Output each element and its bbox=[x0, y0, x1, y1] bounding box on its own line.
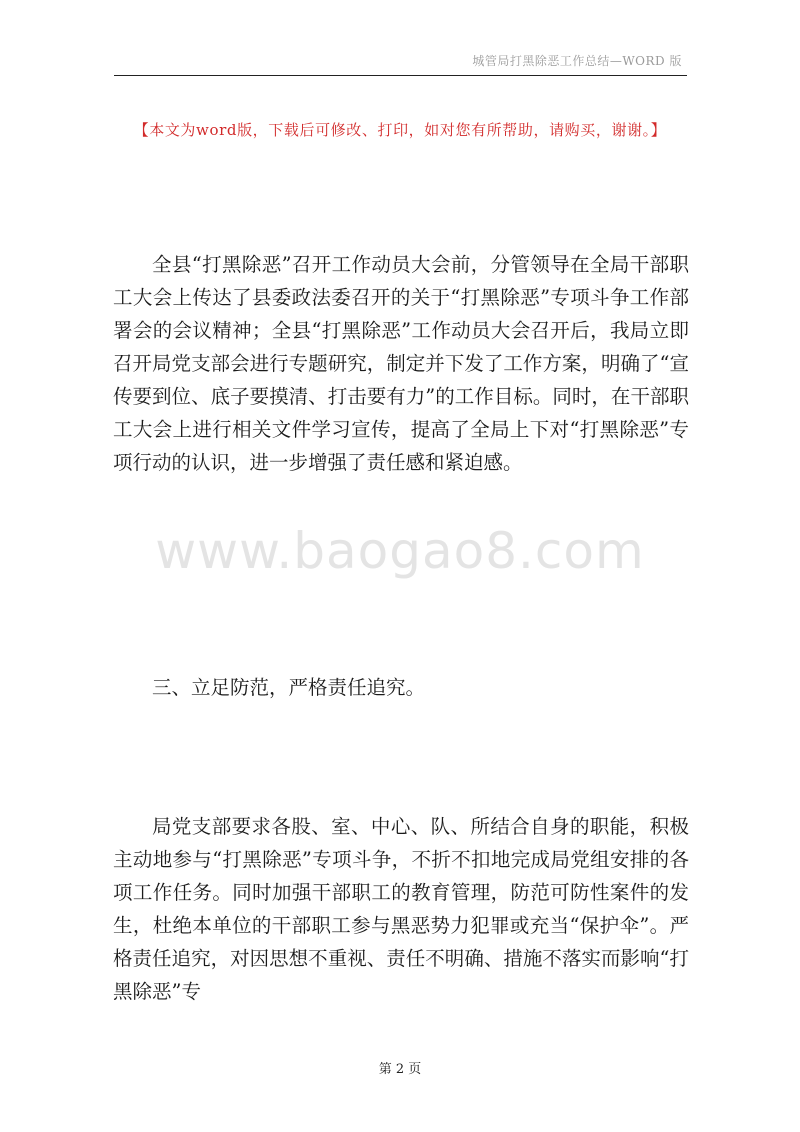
header-divider bbox=[114, 75, 687, 76]
body-paragraph-2: 局党支部要求各股、室、中心、队、所结合自身的职能，积极主动地参与“打黑除恶”专项斗争，不折不扣地完成局党组安排的各项工作任务。同时加强干部职工的教育管理，防范可防性案件的发生，杜绝本单位的干部职工参与黑恶势力犯罪或充当“保护伞”。严格责任追究，对因思想不重视、责任不明确、措施不落实而影响“打黑除恶”专 bbox=[113, 815, 689, 1003]
body-paragraph-1: 全县“打黑除恶”召开工作动员大会前，分管领导在全局干部职工大会上传达了县委政法委召开的关于“打黑除恶”专项斗争工作部署会的会议精神；全县“打黑除恶”工作动员大会召开后，我局立即召开局党支部会进行专题研究，制定并下发了工作方案，明确了“宣传要到位、底子要摸清、打击要有力”的工作目标。同时，在干部职工大会上进行相关文件学习宣传，提高了全局上下对“打黑除恶”专项行动的认识，进一步增强了责任感和紧迫感。 bbox=[113, 253, 689, 474]
watermark: www.baogao8.com bbox=[155, 522, 645, 580]
page-number: 第 2 页 bbox=[378, 1062, 422, 1077]
running-header: 城管局打黑除恶工作总结—WORD 版 bbox=[472, 54, 682, 68]
section-heading: 三、立足防范，严格责任追究。 bbox=[152, 676, 426, 699]
purchase-notice: 【本文为word版，下载后可修改、打印，如对您有所帮助，请购买，谢谢。】 bbox=[133, 121, 667, 139]
